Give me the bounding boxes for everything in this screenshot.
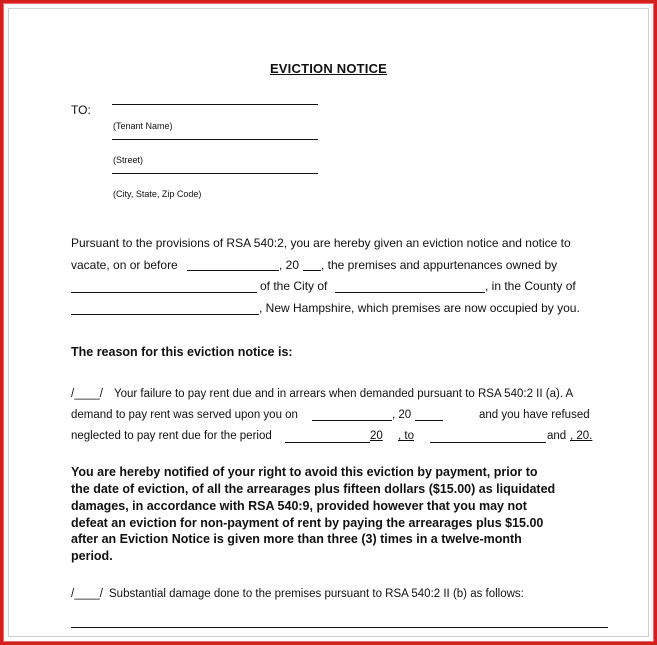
notice-line-1: You are hereby notified of your right to avoid this eviction by payment, prior to (71, 465, 538, 479)
reason-a-line-3b: 20 (370, 430, 383, 442)
reason-a-line-2b: , 20 (392, 409, 412, 421)
vacate-year-line (303, 270, 321, 271)
pursuant-line-2b: , 20 (279, 258, 300, 272)
city-caption: (City, State, Zip Code) (113, 189, 202, 199)
reason-a-checkbox[interactable]: /____/ (71, 388, 103, 400)
to-label: TO: (71, 103, 91, 117)
pursuant-line-3a: of the City of (260, 279, 328, 293)
reason-b-text: Substantial damage done to the premises pursuant to RSA 540:2 II (b) as follows: (109, 588, 524, 600)
damage-description-line (71, 627, 608, 628)
period-start-line (285, 442, 370, 443)
period-end-line (430, 442, 546, 443)
demand-year-line (415, 420, 443, 421)
street-caption: (Street) (113, 155, 144, 165)
reason-a-line-1: Your failure to pay rent due and in arrears when demanded pursuant to RSA 540:2 II (a). A (114, 388, 574, 400)
notice-line-3: damages, in accordance with RSA 540:9, provided however that you may not (71, 499, 527, 513)
county-line (71, 314, 259, 315)
document-title: EVICTION NOTICE (269, 61, 388, 76)
reason-heading: The reason for this eviction notice is: (71, 345, 293, 359)
notice-line-6: period. (71, 549, 113, 563)
pursuant-line-3b: , in the County of (485, 279, 576, 293)
reason-a-line-2a: demand to pay rent was served upon you on (71, 409, 298, 421)
city-line (112, 173, 318, 174)
street-line (112, 139, 318, 140)
tenant-name-caption: (Tenant Name) (113, 121, 173, 131)
notice-line-2: the date of eviction, of all the arrearages plus fifteen dollars ($15.00) as liquidated (71, 482, 556, 496)
pursuant-line-1: Pursuant to the provisions of RSA 540:2, you are hereby given an eviction notice and notice to (71, 236, 571, 250)
demand-date-line (312, 420, 392, 421)
reason-a-line-2c: and you have refused (479, 409, 590, 421)
reason-a-line-3e: , 20. (570, 430, 593, 442)
reason-a-line-3d: and (547, 430, 567, 442)
reason-a-line-3c: , to (398, 430, 414, 442)
tenant-name-line (112, 104, 318, 105)
reason-b-checkbox[interactable]: /____/ (71, 588, 103, 600)
notice-line-5: after an Eviction Notice is given more than three (3) times in a twelve-month (71, 532, 522, 546)
pursuant-line-4: , New Hampshire, which premises are now occupied by you. (259, 301, 580, 315)
pursuant-line-2a: vacate, on or before (71, 258, 178, 272)
pursuant-line-2c: , the premises and appurtenances owned by (321, 258, 558, 272)
vacate-date-line (187, 270, 279, 271)
reason-a-line-3a: neglected to pay rent due for the period (71, 430, 272, 442)
city-of-line (335, 292, 485, 293)
owner-line (71, 292, 257, 293)
notice-line-4: defeat an eviction for non-payment of rent by paying the arrearages plus $15.00 (71, 516, 544, 530)
